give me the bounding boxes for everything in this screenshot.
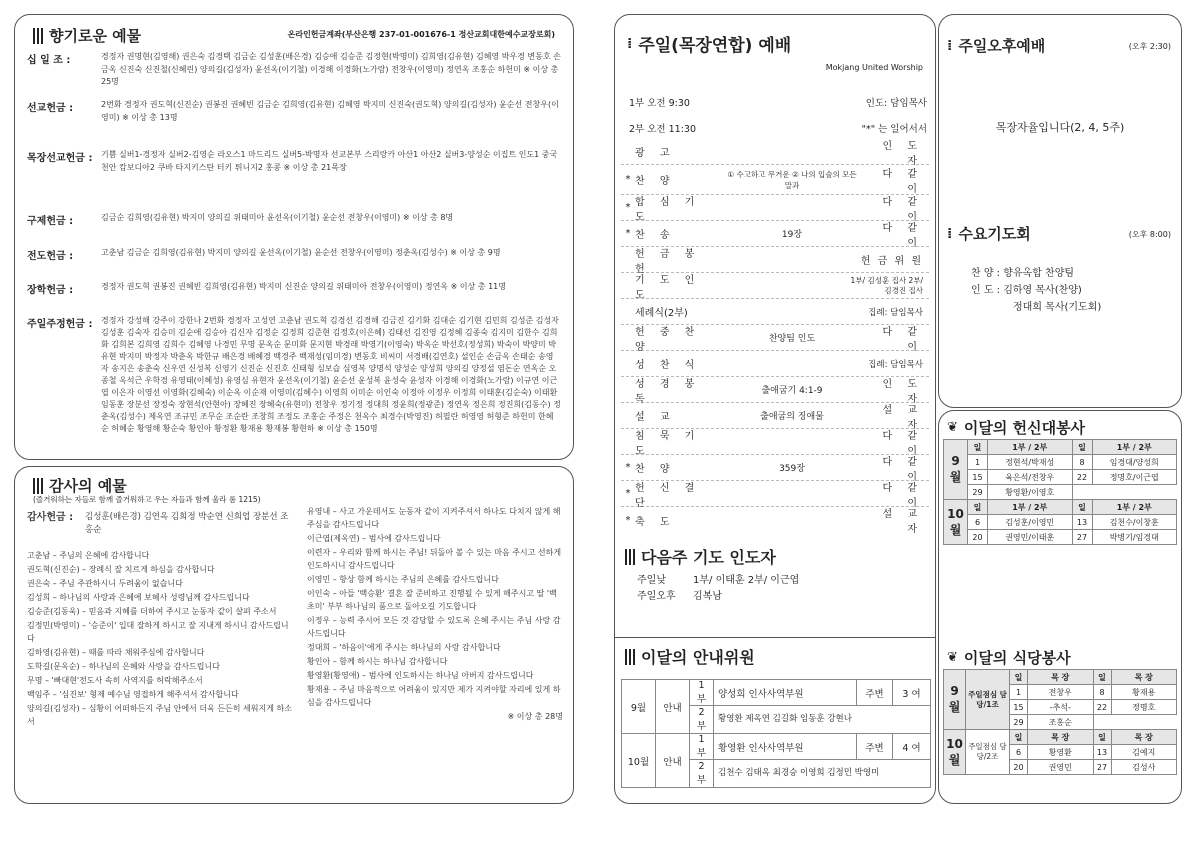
thanks-item: 무명 – '빠대현'전도사 속히 사역지를 허락해주소서 xyxy=(27,676,203,685)
service-title: 이달의 헌신대봉사 xyxy=(963,419,1086,437)
row-label: 전도헌금 : xyxy=(27,251,74,262)
row-text: 경정자 권명현(김영해) 권은숙 김경택 김금순 김성훈(배은경) 김승애 김승준 김정현(박명미) 김희영(김유현) 김혜영 박우경 변동호 손금옥 신진숙 신진철(신혜린) 양의길(김성자) 윤선옥(이기철) 이경해 이경화(노가람) 전창우(이영미) 정연옥 조홍순 하헌미 ※ 이상 총 25명 xyxy=(101,52,561,86)
order-item: 설 교 출애굽의 징애물 설 교 자 xyxy=(621,403,929,429)
thanks-item: 도학길(문옥순) – 하나님의 은혜와 사랑을 감사드립니다 xyxy=(27,662,220,671)
offerings-title: 향기로운 예물 xyxy=(49,27,142,45)
worship-english: Mokjang United Worship xyxy=(825,63,923,72)
order-item: 헌 중 찬 양 찬양팀 인도 다 같 이 xyxy=(621,325,929,351)
order-item: 세례식(2부) 집례: 담임목사 xyxy=(621,299,929,325)
wed-line-1: 찬 양 : 향유옥합 찬양팀 xyxy=(971,268,1075,279)
wed-line-2: 인 도 : 김하영 목사(찬양) xyxy=(971,285,1082,296)
thanks-item: 황영환(황영애) – 범사에 인도하시는 하나님 아버지 감사드립니다 xyxy=(307,671,534,680)
thanks-item: 이영민 – 항상 함께 하시는 주님의 은혜를 감사드립니다 xyxy=(307,575,499,584)
thanks-item: 이련자 – 우리와 함께 하시는 주님! 뒤돌아 볼 수 있는 마음 주시고 선하게 인도하시니 감사드립니다 xyxy=(307,548,562,570)
bank-account: 온라인헌금계좌(부산은행 237-01-001676-1 정산교회대한예수교장로회) xyxy=(287,30,555,39)
order-item: * 찬 양 359장 다 같 이 xyxy=(621,455,929,481)
offerings-panel xyxy=(14,14,574,460)
row-label: 주일주정헌금 : xyxy=(27,319,93,330)
thanks-item: 김정민(박영미) – '승준이' 입대 잘하게 하시고 잘 지내게 하시니 감사드립니다 xyxy=(27,621,289,643)
thanks-item: 이근엽(제옥연) – 범사에 감사드립니다 xyxy=(307,534,441,543)
thanks-item: 권도혁(신진순) – 장례식 잘 치르게 하심을 감사합니다 xyxy=(27,565,215,574)
order-item: * 찬 송 19장 다 같 이 xyxy=(621,221,929,247)
row-text: 고춘남 김금순 김희영(김유현) 박지미 양의길 윤선옥(이기철) 윤순선 전창우(이영미) 정춘옥(김성수) ※ 이상 총 9명 xyxy=(101,248,501,257)
mokjang-mission-row xyxy=(27,149,561,174)
mission-row xyxy=(27,99,561,124)
order-item: * 헌 신 결 단 다 같 이 xyxy=(621,481,929,507)
checker-bullet-icon xyxy=(625,549,635,565)
thanks-item: 김하영(김유현) – 때를 따라 채워주심에 감사합니다 xyxy=(27,648,205,657)
wednesday-title: 수요기도회 xyxy=(958,225,1031,243)
scholarship-row xyxy=(27,281,561,296)
next-value-2: 김복남 xyxy=(693,591,722,602)
thanks-right-col xyxy=(307,505,563,724)
thanks-total: ※ 이상 총 28명 xyxy=(507,712,563,721)
order-item: 헌 금 봉 헌 헌 금 위 원 xyxy=(621,247,929,273)
row-text: 2번화 경정자 권도혁(신진순) 권봉진 권혜빈 김금순 김희영(김유현) 김혜영 박지미 신진숙(권도혁) 양의길(김성자) 윤순선 전창우(이영미) ※ 이상 총 13명 xyxy=(101,100,559,122)
order-item: 성 경 봉 독 출애굽기 4:1-9 인 도 자 xyxy=(621,377,929,403)
dot-bullet-icon: ⁞ xyxy=(947,37,953,54)
next-week-title: 다음주 기도 인도자 xyxy=(641,548,776,567)
next-label-2: 주일오후 xyxy=(637,591,676,602)
dot-bullet-icon: ⁞ xyxy=(947,225,953,242)
row-text: 경정자 권도혁 권봉진 권혜빈 김희영(김유현) 박지미 신진순 양의길 위태미아 전창우(이영미) 정연옥 ※ 이상 총 11명 xyxy=(101,282,506,291)
leaf-icon: ❦ xyxy=(947,420,958,435)
lead-label: 감사헌금 : xyxy=(27,512,74,523)
thanks-item: 이정우 – 능력 주시어 모든 것 감당할 수 있도록 은혜 주시는 주님 사랑 감사드립니다 xyxy=(307,616,561,638)
guides-table: 9월 안내 1부 양성희 인사사역부원 주변 3 여 2부 황영환 제옥연 김길화 임동훈 강현나 10월 안내 1부 황영환 인사사역부원 주변 4 여 2부 김천수 김태옥 최경승 이영희 김정민 박영미 xyxy=(621,679,931,788)
next-label-1: 주일낮 xyxy=(637,575,666,586)
service-panel xyxy=(938,410,1182,804)
order-list xyxy=(621,139,929,539)
afternoon-title: 주일오후예배 xyxy=(958,37,1046,55)
order-item: 광 고 인 도 자 xyxy=(621,139,929,165)
order-item: * 축 도 설 교 자 xyxy=(625,509,923,535)
thanks-subtitle: (즐거워하는 자들로 함께 즐거워하고 우는 자들과 함께 울라 롬 1215) xyxy=(33,495,261,504)
bar-bullet-icon xyxy=(33,478,43,494)
lead-text: 김성훈(배은경) 김연옥 김희정 박순연 신희업 장분선 조홍순 xyxy=(85,512,289,535)
thanks-item: 황재용 – 주님 마음적으로 어려움이 있지만 제가 지켜야할 자리에 있게 하심을 감사드립니다 xyxy=(307,685,561,707)
thanks-item: 김성희 – 하나님의 사랑과 은혜에 보혜사 성령님께 감사드립니다 xyxy=(27,593,250,602)
row-text: 경정자 강성해 강주이 강한나 2번화 경정자 고성연 고춘남 권도혁 김경선 김경해 김금진 김기화 김대순 김기현 김민희 김성준 김성자 김성훈 김숙자 김승미 김순애 김승아 김신자 김정순 김정희 김준현 김정호(이은혜) 김태선 김진영 김정혜 김종숙 김지미 김한수 김희화 김희본 김희영 김희수 김혜영 나경민 무명 문옥순 문미화 문지현 박경래 박영기(이영숙) 박옥순 박선호(정성희) 박숙이 박양미 박유현 박지미 박정자 박춘옥 박한규 배은경 배혜경 백경주 백재성(임미경) 변동호 비씨미 서경배(김연호) 설인순 손금옥 손태순 송영자 송지은 송춘숙 신우연 신성복 신영기 신진순 신진호 신태형 심보습 심영복 양명석 양성순 양성희 양의길 양정설 염돈순 연옥순 오종철 옥석근 우학경 유영태(이혜성) 유영심 유현자 윤선옥(이기철) 윤순선 윤성복 윤성숙 윤성자 이경해 이경화(노가람) 이규연 이근엽 이은자 이영선 이영화(김혜숙) 이순옥 이순재 이영미(김혜수) 이영희 이미순 이인숙 이정아 이정우 이정희 이태훈(김순숙) 이태환 임동훈 장분선 장정숙 장현석(안현아) 장혜진 장혜숙(유현미) 전창우 정기정 정대희 정윤희(정광준) 정연옥 정은희 정진희(김동수) 정춘옥(김성수) 제옥연 조규민 조무순 조순란 조창희 조정도 조홍순 주정은 천옥수 최경수(박영진) 허필란 허영영 허형준 하헌미 한혜순 허혜순 황영해 황순숙 황인아 황정환 황재용 황재봉 황현하 ※ 이상 총 150명 xyxy=(101,316,561,433)
leader: 인도: 담임목사 xyxy=(865,98,927,109)
kitchen-title: 이달의 식당봉사 xyxy=(963,649,1071,667)
tithe-row xyxy=(27,51,561,89)
bar-bullet-icon xyxy=(33,28,43,44)
afternoon-panel xyxy=(938,14,1182,408)
time-1: 1부 오전 9:30 xyxy=(629,98,690,109)
row-label: 장학헌금 : xyxy=(27,285,74,296)
wednesday-time: (오후 8:00) xyxy=(1128,230,1171,239)
thanks-item: 고춘남 – 주님의 은혜에 감사합니다 xyxy=(27,551,150,560)
afternoon-text: 목장자율입니다(2, 4, 5주) xyxy=(995,121,1125,134)
thanks-panel xyxy=(14,466,574,804)
thanks-left-col xyxy=(27,511,295,729)
worship-panel xyxy=(614,14,936,804)
wed-line-3: 정대희 목사(기도회) xyxy=(1013,302,1102,313)
afternoon-time: (오후 2:30) xyxy=(1128,42,1171,51)
row-text: 기쁨 실버1-경정자 실버2-김영순 라오스1 마드리드 실버5-박명자 선교본부 스리랑카 아산1 아산2 실버3-양성순 이집트 인도1 중국 천안 캄보디아2 쿠바 타지키스탄 터키 튀니지2 홍콩 ※ 이상 총 21목장 xyxy=(101,150,558,172)
thanks-item: 백임주 – '심진보' 형제 예수님 영접하게 해주셔서 감사합니다 xyxy=(27,690,239,699)
order-item: * 찬 양 ① 수고하고 무거운 ② 나의 입술의 모든 말과 다 같 이 xyxy=(621,165,929,195)
thanks-item: 황인아 – 함께 하시는 하나님 감사합니다 xyxy=(307,657,448,666)
service-table: 9 월 일 1부 / 2부 일 1부 / 2부 1 정현석/박재성 8 임경대/양성희 15 육은석/전창우 22 정명호/이근엽 29 황영환/이영호 10 월 일 1부 / 2부 일 1부 / 2부 6 김성훈/이영민 13 김천수/이창훈 20 권영민/이태훈 27 박병기/임경대 xyxy=(943,439,1177,545)
dot-bullet-icon: ⁞ xyxy=(627,35,633,52)
evangelism-row xyxy=(27,247,561,262)
row-label: 선교헌금 : xyxy=(27,103,74,114)
time-2: 2부 오전 11:30 xyxy=(629,124,696,135)
stand-note: "*" 는 일어서서 xyxy=(861,124,927,135)
order-item: 기 도 인 도 1부/ 김성훈 집사 2부/ 김경진 집사 xyxy=(621,273,929,299)
worship-title: 주일(목장연합) 예배 xyxy=(638,36,792,56)
next-value-1: 1부/ 이태훈 2부/ 이근엽 xyxy=(693,575,800,586)
thanks-item: 양의길(김성자) – 심황이 어떠하든지 주님 안에서 더욱 든든히 세워지게 하소서 xyxy=(27,704,292,726)
row-label: 십 일 조 : xyxy=(27,55,71,66)
thanks-title: 감사의 예물 xyxy=(49,477,127,495)
relief-row xyxy=(27,212,561,227)
order-item: 성 찬 식 집례: 담임목사 xyxy=(621,351,929,377)
thanks-item: 이인숙 – 아들 '백승환' 결혼 잘 준비하고 진행될 수 있게 해주시고 딸 '백초미' 부부 하나님의 품으로 돌아오길 기도합니다 xyxy=(307,589,557,611)
thanks-item: 정대희 – '하음이'에게 주시는 하나님의 사랑 감사합니다 xyxy=(307,643,501,652)
weekly-row xyxy=(27,315,561,435)
row-label: 목장선교헌금 : xyxy=(27,153,93,164)
bar-bullet-icon xyxy=(625,649,635,665)
row-label: 구제헌금 : xyxy=(27,216,74,227)
order-item: 침 묵 기 도 다 같 이 xyxy=(621,429,929,455)
kitchen-table: 9 월 주일점심 담당/1조 일 목 장 일 목 장 1 전창우 8 황재용 15 -추석- 22 정명호 29 조홍순 10 월 주일점심 담당/2조 일 목 장 일 목 장 6 황영환 13 김예지 20 권영민 27 김성사 xyxy=(943,669,1177,775)
leaf-icon: ❦ xyxy=(947,650,958,665)
thanks-item: 김승준(김동욱) – 믿음과 지혜를 더하여 주시고 눈동자 같이 살펴 주소서 xyxy=(27,607,277,616)
order-item: * 합 심 기 도 다 같 이 xyxy=(621,195,929,221)
guides-title: 이달의 안내위원 xyxy=(641,648,755,667)
thanks-item: 유영내 – 사고 가운데서도 눈동자 같이 지켜주셔서 하나도 다치지 않게 해주심을 감사드립니다 xyxy=(307,507,561,529)
row-text: 김금순 김희영(김유현) 박지미 양의길 위태미아 윤선옥(이기철) 윤순선 전창우(이영미) ※ 이상 총 8명 xyxy=(101,213,454,222)
thanks-item: 권은숙 – 주님 주관하시니 두려움이 없습니다 xyxy=(27,579,183,588)
